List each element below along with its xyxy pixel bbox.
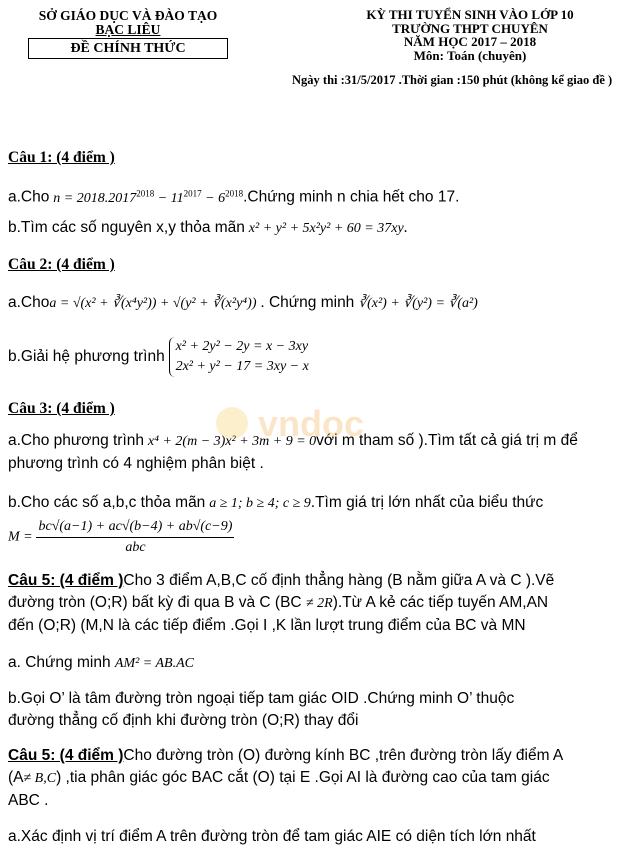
- q4-b-line1: b.Gọi O’ là tâm đường tròn ngoại tiếp tam giác OID .Chứng minh O’ thuộc: [8, 690, 515, 707]
- q2-a-prefix: a.Cho: [8, 294, 50, 311]
- q1-b-math: x² + y² + 5x²y² + 60 = 37xy: [248, 221, 404, 236]
- q4-b-line2: đường thẳng cố định khi đường tròn (O;R) thay đổi: [8, 712, 359, 729]
- q2-a-prove: ∛(x²) + ∛(y²) = ∛(a²): [358, 296, 478, 311]
- official-badge: ĐỀ CHÍNH THỨC: [28, 38, 228, 59]
- q4-text3: đến (O;R) (M,N là các tiếp điểm .Gọi I ,K lần lượt trung điểm của BC và MN: [8, 617, 526, 634]
- q3-title: Câu 3: (4 điểm ): [8, 400, 115, 417]
- q5-text2b: ) ,tia phân giác góc BAC cắt (O) tại E .Gọi AI là đường cao của tam giác: [56, 769, 550, 786]
- watermark-logo: [210, 398, 430, 448]
- q3-b-suffix: .Tìm giá trị lớn nhất của biểu thức: [310, 494, 544, 511]
- watermark-text: vndoc: [258, 403, 365, 444]
- dept-line-1: SỞ GIÁO DỤC VÀ ĐÀO TẠO: [38, 8, 218, 23]
- q2-part-b: [8, 337, 632, 377]
- q2-b-eq1: x² + 2y² − 2y = x − 3xy: [175, 339, 309, 354]
- q5-text3: ABC .: [8, 792, 49, 809]
- q1-a-math: $n = 2018.2017^{2018} - 11^{2017} - 6^{2018}$: [53, 188, 244, 206]
- q3-m-denominator: abc: [125, 540, 146, 555]
- exam-line-5: Ngày thi :31/5/2017 .Thời gian :150 phút (không kể giao đề ): [292, 73, 613, 87]
- q3-a-prefix: a.Cho phương trình: [8, 432, 145, 449]
- q4-block: [8, 570, 632, 637]
- q3-b-prefix: b.Cho các số a,b,c thỏa mãn: [8, 494, 206, 511]
- q1-title-row: [8, 147, 632, 169]
- q5-title: Câu 5: (4 điểm ): [8, 747, 124, 764]
- q2-part-a: [8, 292, 632, 315]
- q5-part-a: [8, 826, 632, 848]
- q4-part-b: [8, 688, 632, 732]
- q1-a-suffix: .Chứng minh n chia hết cho 17.: [243, 188, 460, 206]
- q2-title: Câu 2: (4 điểm ): [8, 256, 115, 273]
- exam-line-3: NĂM HỌC 2017 – 2018: [403, 34, 537, 49]
- q3-part-b: [8, 492, 632, 515]
- q4-title: Câu 5: (4 điểm ): [8, 572, 124, 589]
- q3-m-label: M =: [8, 529, 33, 545]
- q3-m-numerator: bc√(a−1) + ac√(b−4) + ab√(c−9): [36, 517, 234, 538]
- q5-block: [8, 745, 632, 812]
- mascot-icon: [216, 407, 248, 439]
- q2-b-eq2: 2x² + y² − 17 = 3xy − x: [175, 359, 309, 374]
- q4-text2b: ).Từ A kẻ các tiếp tuyến AM,AN: [332, 594, 549, 611]
- q1-part-a: [8, 182, 632, 210]
- header-department: [8, 8, 248, 59]
- q1-a-prefix: a.Cho: [8, 188, 50, 206]
- q2-a-suffix: . Chứng minh: [260, 294, 355, 311]
- q4-text2m: ≠ 2R: [305, 596, 333, 611]
- header-exam-info: [292, 7, 630, 87]
- q1-b-prefix: b.Tìm các số nguyên x,y thỏa mãn: [8, 219, 245, 236]
- dept-line-2: BẠC LIÊU: [95, 22, 161, 37]
- q2-b-system: [169, 337, 309, 377]
- q5-text1: Cho đường tròn (O) đường kính BC ,trên đường tròn lấy điểm A: [123, 747, 564, 764]
- q4-text2a: đường tròn (O;R) bất kỳ đi qua B và C (BC: [8, 594, 302, 611]
- q2-title-row: [8, 254, 632, 276]
- q3-expression: [8, 517, 632, 558]
- q2-b-prefix: b.Giải hệ phương trình: [8, 348, 165, 365]
- exam-line-1: KỲ THI TUYỂN SINH VÀO LỚP 10: [366, 7, 574, 22]
- q1-b-suffix: .: [403, 219, 408, 236]
- q1-part-b: [8, 217, 632, 240]
- q5-text2a: (A: [8, 769, 24, 786]
- q3-a-line2: phương trình có 4 nghiệm phân biệt .: [8, 455, 264, 472]
- q3-m-fraction: [36, 517, 234, 558]
- q2-a-math: a = √(x² + ∛(x⁴y²)) + √(y² + ∛(x²y⁴)): [49, 296, 257, 311]
- q4-a-math: AM² = AB.AC: [114, 656, 194, 671]
- exam-line-2: TRƯỜNG THPT CHUYÊN: [392, 20, 548, 36]
- q1-title: Câu 1: (4 điểm ): [8, 149, 115, 166]
- q3-b-math: a ≥ 1; b ≥ 4; c ≥ 9: [209, 496, 311, 511]
- q4-text1: Cho 3 điểm A,B,C cố định thẳng hàng (B nằm giữa A và C ).Vẽ: [123, 572, 555, 589]
- q5-text2m: ≠ B,C: [23, 771, 57, 786]
- q5-a-line: a.Xác định vị trí điểm A trên đường tròn để tam giác AIE có diện tích lớn nhất: [8, 828, 536, 845]
- q4-a-prefix: a. Chứng minh: [8, 654, 111, 671]
- exam-line-4: Môn: Toán (chuyên): [413, 47, 527, 63]
- q3-a-math: x⁴ + 2(m − 3)x² + 3m + 9 = 0: [147, 434, 317, 449]
- q3-a-suffix: với m tham số ).Tìm tất cả giá trị m để: [316, 432, 578, 449]
- q4-part-a: [8, 652, 632, 675]
